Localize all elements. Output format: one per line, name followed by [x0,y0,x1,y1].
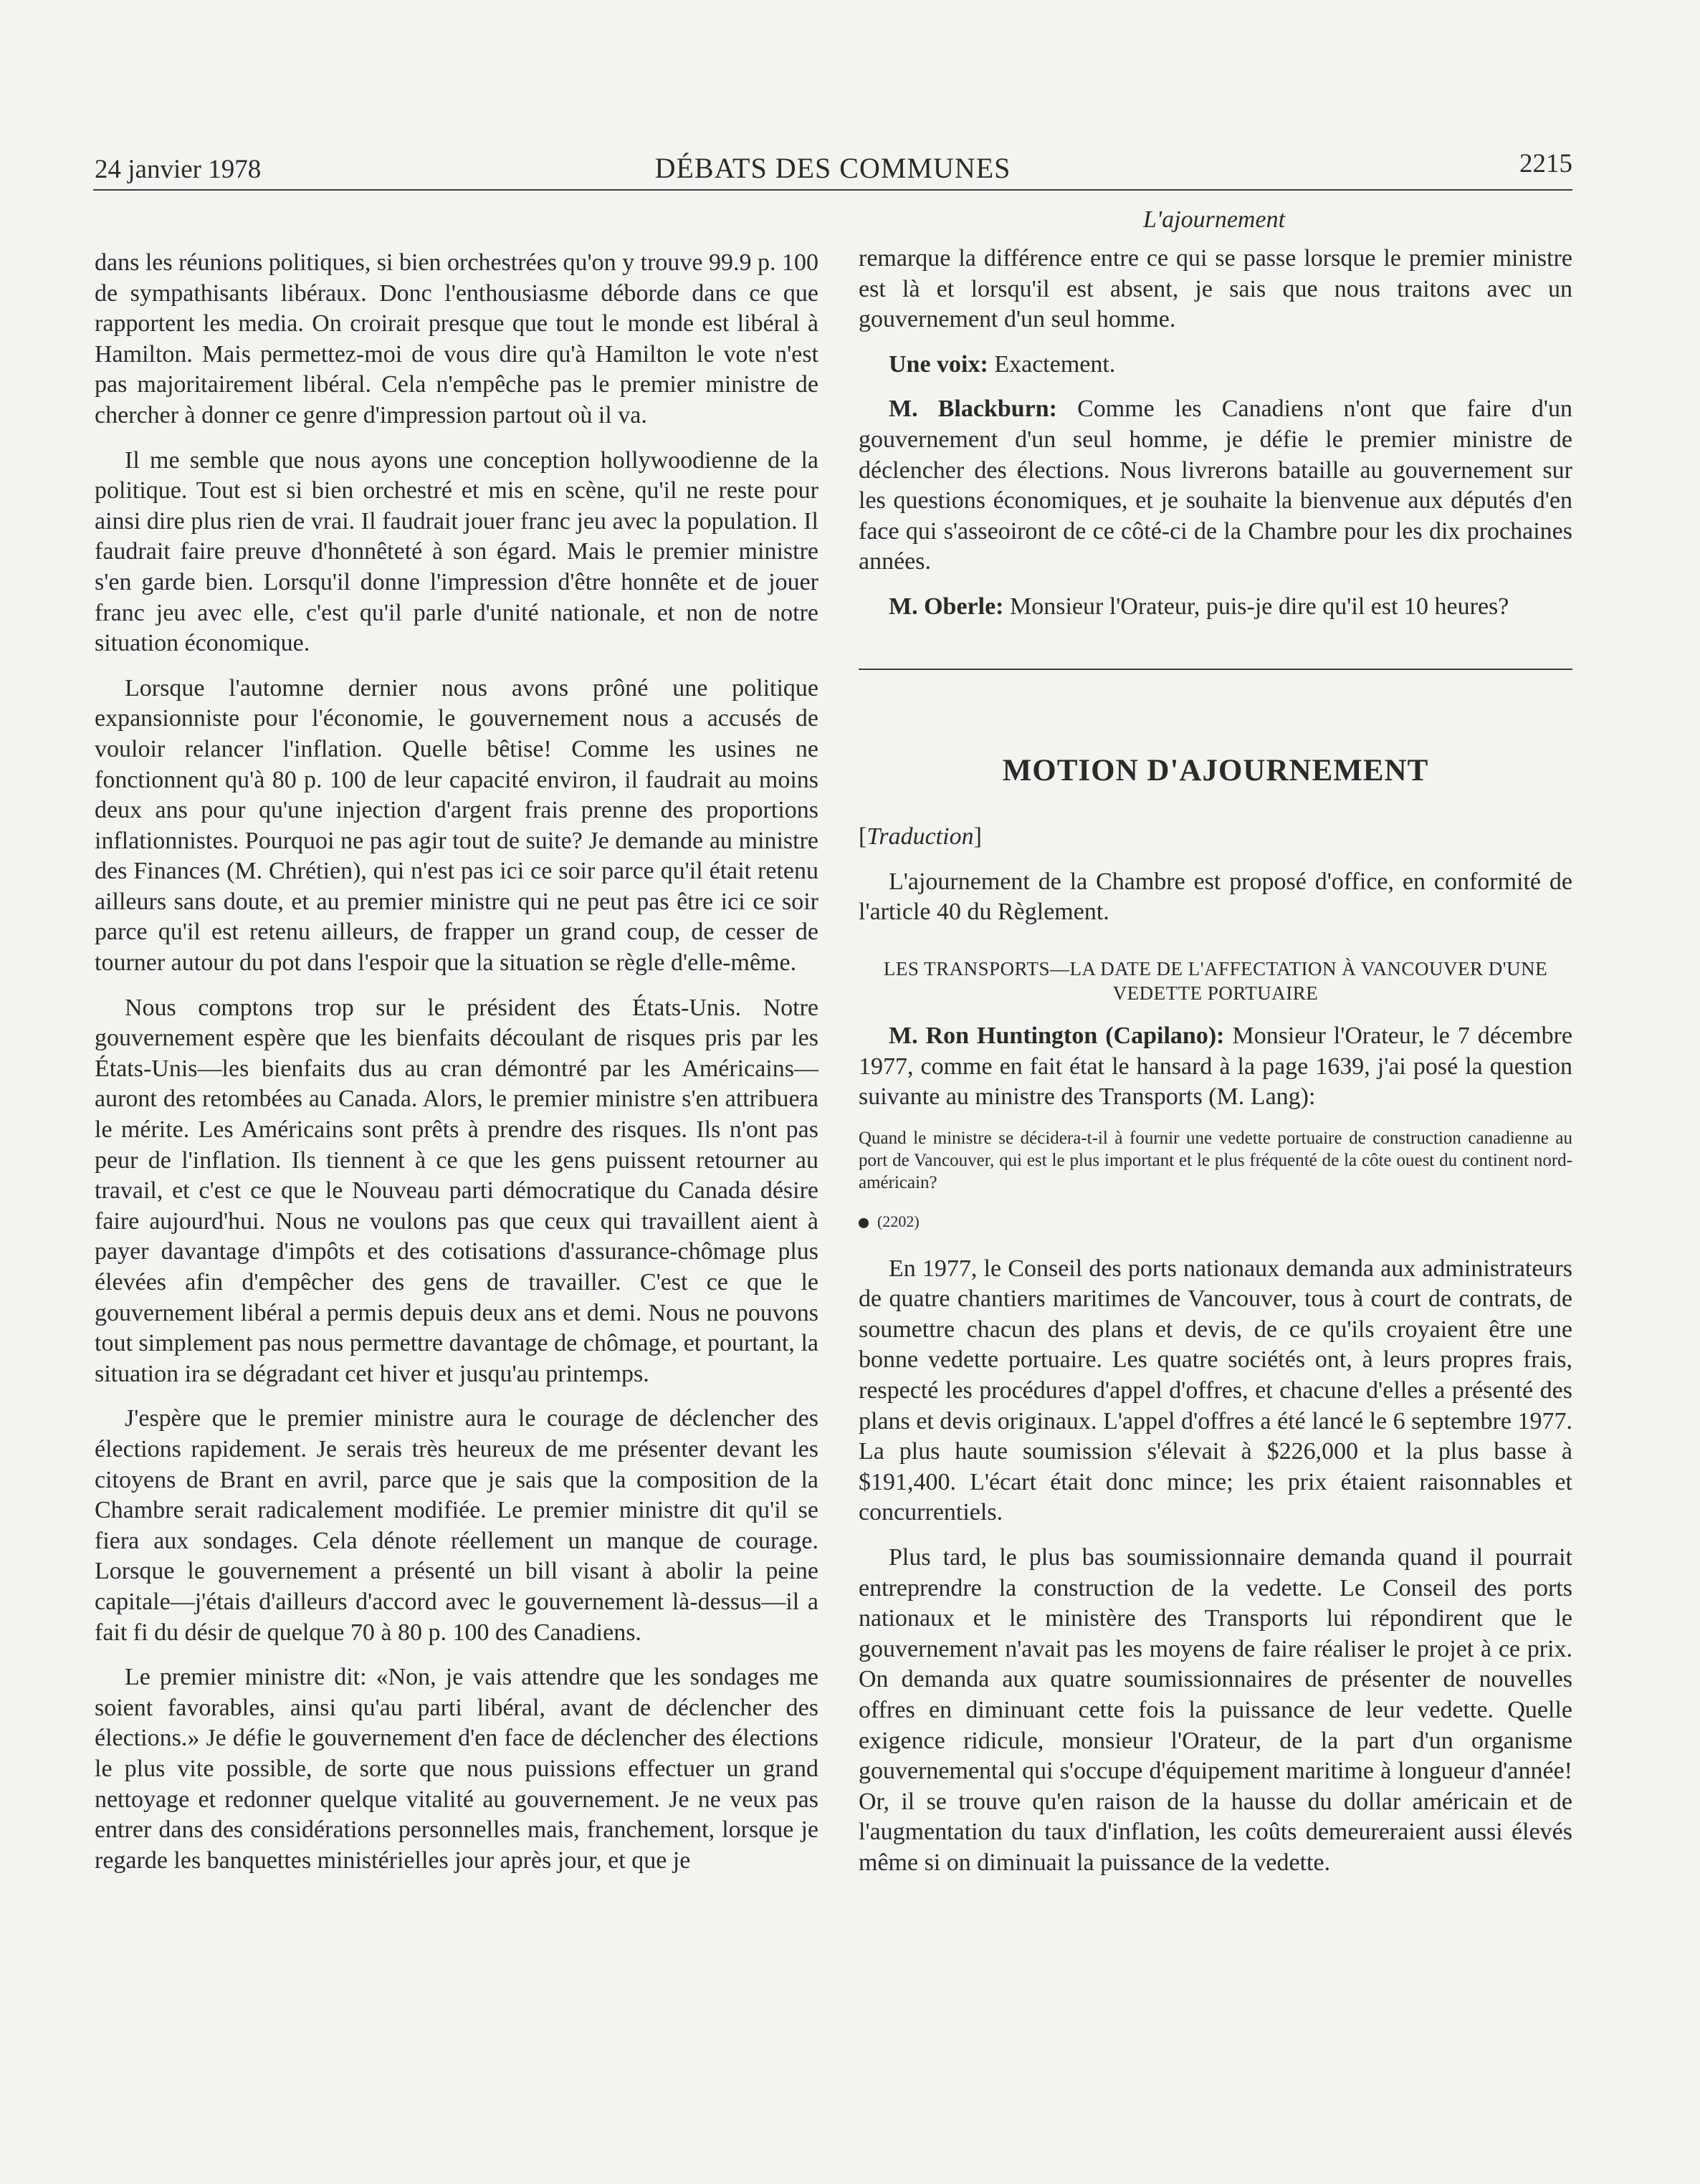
quoted-question: Quand le ministre se décidera-t-il à fournir une vedette portuaire de construction canadienne au port de Vancouver, qui est le plus important et le plus fréquenté de la côte ouest du continent nord-américain? [859,1128,1572,1192]
speech-text: Monsieur l'Orateur, puis-je dire qu'il est 10 heures? [1003,593,1509,620]
translation-note: [Traduction] [859,823,982,851]
right-continuation: remarque la différence entre ce qui se passe lorsque le premier ministre est là et lorsqu'il est absent, je sais que nous traitons avec un gouvernement d'un seul homme. [859,245,1572,333]
exchange-voice [859,350,1572,380]
bullet-dot-icon [859,1218,869,1228]
exchange-oberle [859,592,1572,623]
motion-text: L'ajournement de la Chambre est proposé d'office, en conformité de l'article 40 du Règlement. [859,868,1572,926]
translation-label: Traduction [866,823,974,851]
topic-heading: LES TRANSPORTS—LA DATE DE L'AFFECTATION À VANCOUVER D'UNE VEDETTE PORTUAIRE [883,957,1548,1004]
speech-text: Exactement. [988,350,1116,378]
speaker-name: M. Oberle: [889,593,1004,620]
left-paragraph-4: Nous comptons trop sur le président des États-Unis. Notre gouvernement espère que les bienfaits découlant de risques pris par les États-Unis—les bienfaits dus au cran démontré par les Américains—auront des retombées au Canada. Alors, le premier ministre s'en attribuera le mérite. Les Américains sont prêts à prendre des risques. Ils n'ont pas peur de l'inflation. Ils tiennent à ce que les gens puissent retourner au travail, et c'est ce que le Nouveau parti démocratique du Canada désire faire aujourd'hui. Nous ne voulons pas que ceux qui travaillent aient à payer davantage d'impôts et des cotisations d'assurance-chômage plus élevées afin d'empêcher des gens de travailler. C'est ce que le gouvernement libéral a permis depuis deux ans et demi. Nous ne pouvons tout simplement pas nous permettre davantage de chômage, et pourtant, la situation ira se dégradant cet hiver et jusqu'au printemps. [95,994,818,1387]
speaker-name: M. Blackburn: [889,396,1057,423]
header-date: 24 janvier 1978 [95,155,262,184]
left-column [95,248,818,1890]
running-subheading: L'ajournement [1142,206,1286,233]
page-header [93,149,1572,191]
left-paragraph-2: Il me semble que nous ayons une conception hollywoodienne de la politique. Tout est si bien orchestré et mis en scène, qu'il ne reste pour ainsi dire plus rien de vrai. Il faudrait jouer franc jeu avec la population. Il faudrait faire preuve d'honnêteté à son égard. Mais le premier ministre s'en garde bien. Lorsqu'il donne l'impression d'être honnête et de jouer franc jeu avec elle, c'est qu'il parle d'unité nationale, et non de notre situation économique. [95,446,818,657]
header-title: DÉBATS DES COMMUNES [654,152,1011,184]
speaker-name: Une voix: [889,350,988,378]
right-column [859,244,1572,1893]
speaker-name: M. Ron Huntington (Capilano): [889,1022,1225,1049]
speech-text: Comme les Canadiens n'ont que faire d'un gouvernement d'un seul homme, je défie le premier ministre de déclencher des élections. Nous livrerons bataille au gouvernement sur les questions économiques, et je souhaite la bienvenue aux députés d'en face qui s'asseoiront de ce côté-ci de la Chambre pour les dix prochaines années. [859,396,1572,575]
section-divider [859,669,1572,670]
left-paragraph-5: J'espère que le premier ministre aura le courage de déclencher des élections rapidement. Je serais très heureux de me présenter devant les citoyens de Brant en avril, parce que je sais que la composition de la Chambre serait radicalement modifiée. Le premier ministre dit qu'il se fiera aux sondages. Cela dénote réellement un manque de courage. Lorsque le gouvernement a présenté un bill visant à abolir la peine capitale—j'étais d'ailleurs d'accord avec le gouvernement là-dessus—il a fait fi du désir de quelque 70 à 80 p. 100 des Canadiens. [95,1405,818,1646]
left-paragraph-1: dans les réunions politiques, si bien orchestrées qu'on y trouve 99.9 p. 100 de sympathisants libéraux. Donc l'enthousiasme déborde dans ce que rapportent les media. On croirait presque que tout le monde est libéral à Hamilton. Mais permettez-moi de vous dire qu'à Hamilton le vote n'est pas majoritairement libéral. Cela n'empêche pas le premier ministre de chercher à donner ce genre d'impression partout où il va. [95,249,818,428]
huntington-intro [859,1021,1572,1113]
time-marker [859,1211,1572,1232]
page-number: 2215 [1519,149,1572,178]
section-title: MOTION D'AJOURNEMENT [1002,753,1429,787]
left-paragraph-3: Lorsque l'automne dernier nous avons prôné une politique expansionniste pour l'économie, le gouvernement nous a accusés de vouloir relancer l'inflation. Quelle bêtise! Comme les usines ne fonctionnent qu'à 80 p. 100 de leur capacité environ, il faudrait au moins deux ans pour qu'une injection d'argent frais prenne des proportions inflationnistes. Pourquoi ne pas agir tout de suite? Je demande au ministre des Finances (M. Chrétien), qui n'est pas ici ce soir parce qu'il était retenu ailleurs sans doute, et au premier ministre qui ne peut pas être ici ce soir parce qu'il est retenu ailleurs, de frapper un grand coup, de cesser de tourner autour du pot dans l'espoir que la situation se règle d'elle-même. [95,674,818,977]
speech-text: Monsieur l'Orateur, le 7 décembre 1977, comme en fait état le hansard à la page 1639, j'ai posé la question suivante au ministre des Transports (M. Lang): [859,1022,1572,1111]
right-paragraph-2: Plus tard, le plus bas soumissionnaire demanda quand il pourrait entreprendre la construction de la vedette. Le Conseil des ports nationaux et le ministère des Transports lui répondirent que le gouvernement n'avait pas les moyens de faire réaliser le projet à ce prix. On demanda aux quatre soumissionnaires de présenter de nouvelles offres en diminuant cette fois la puissance de leur vedette. Quelle exigence ridicule, monsieur l'Orateur, de la part d'un organisme gouvernemental qui s'occupe d'équipement maritime à longueur d'année! Or, il se trouve qu'en raison de la hausse du dollar américain et de l'augmentation du taux d'inflation, les coûts demeureraient aussi élevés même si on diminuait la puissance de la vedette. [859,1544,1572,1876]
right-paragraph-1: En 1977, le Conseil des ports nationaux demanda aux administrateurs de quatre chantiers maritimes de Vancouver, tous à court de contrats, de soumettre chacun des plans et devis, de ce qu'ils croyaient être une bonne vedette portuaire. Les quatre sociétés ont, à leurs propres frais, respecté les procédures d'appel d'offres, et chacune d'elles a présenté des plans et devis originaux. L'appel d'offres a été lancé le 6 septembre 1977. La plus haute soumission s'élevait à $226,000 et la plus basse à $191,400. L'écart était donc mince; les prix étaient raisonnables et concurrentiels. [859,1255,1572,1526]
time-marker-text: (2202) [877,1212,920,1230]
left-paragraph-6: Le premier ministre dit: «Non, je vais attendre que les sondages me soient favorables, ainsi qu'au parti libéral, avant de déclencher des élections.» Je défie le gouvernement d'en face de déclencher des élections le plus vite possible, de sorte que nous puissions effectuer un grand nettoyage et redonner quelque vitalité au gouvernement. Je ne veux pas entrer dans des considérations personnelles mais, franchement, lorsque je regarde les banquettes ministérielles jour après jour, et que je [95,1664,818,1874]
exchange-blackburn [859,394,1572,578]
